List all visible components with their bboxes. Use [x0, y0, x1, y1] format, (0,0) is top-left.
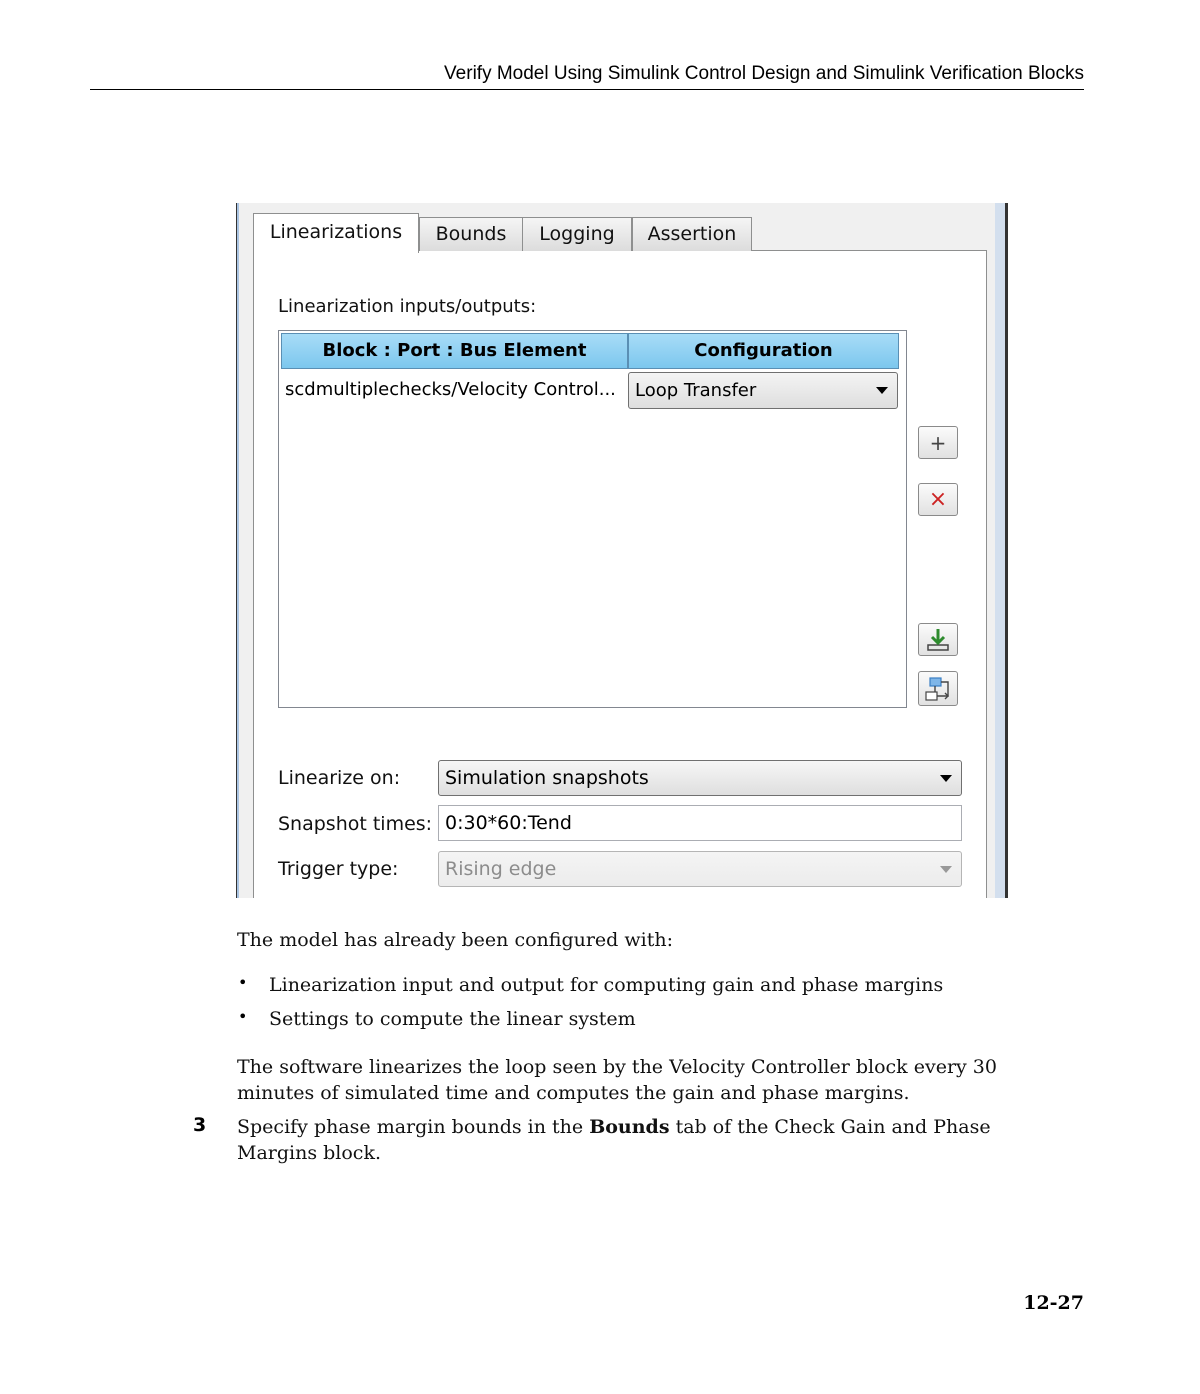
add-io-button[interactable] [918, 426, 958, 459]
block-parameters-screenshot [236, 203, 1008, 898]
intro-text: The model has already been configured with: [237, 929, 673, 951]
snapshot-times-label: Snapshot times: [278, 813, 433, 835]
tab-logging[interactable]: Logging [522, 217, 632, 251]
step-text-bold: Bounds [589, 1116, 670, 1138]
tab-linearizations[interactable]: Linearizations [253, 213, 419, 253]
configuration-dropdown[interactable] [628, 372, 898, 409]
chevron-down-icon [940, 866, 952, 873]
step-text-before: Specify phase margin bounds in the [237, 1116, 590, 1138]
body-paragraph: The software linearizes the loop seen by the Velocity Controller block every 30 minutes of simulated time and computes the gain and phase margins. [237, 1056, 997, 1104]
highlight-in-model-icon [924, 675, 952, 703]
column-header-block[interactable]: Block : Port : Bus Element [281, 333, 628, 369]
linearize-on-label: Linearize on: [278, 767, 401, 789]
window-left-edge [236, 203, 239, 898]
column-header-configuration[interactable]: Configuration [628, 333, 899, 369]
step-number: 3 [193, 1114, 207, 1136]
trigger-type-dropdown[interactable] [438, 851, 962, 887]
delete-io-button[interactable] [918, 483, 958, 516]
chevron-down-icon [940, 775, 952, 782]
window-right-edge [995, 203, 1008, 898]
bullet-item: Settings to compute the linear system [269, 1008, 636, 1030]
import-io-button[interactable] [918, 623, 958, 656]
tab-bounds[interactable]: Bounds [419, 217, 523, 251]
chevron-down-icon [876, 387, 888, 394]
snapshot-times-input[interactable]: 0:30*60:Tend [438, 805, 962, 841]
table-cell-block[interactable]: scdmultiplechecks/Velocity Control... [285, 379, 616, 400]
bullet-item: Linearization input and output for computing gain and phase margins [269, 974, 944, 996]
tab-assertion[interactable]: Assertion [632, 217, 752, 251]
delete-icon: × [928, 486, 948, 512]
page-number: 12-27 [1023, 1292, 1084, 1314]
highlight-io-button[interactable] [918, 671, 958, 706]
step-text [237, 1114, 1027, 1166]
trigger-type-label: Trigger type: [278, 858, 399, 880]
io-section-label: Linearization inputs/outputs: [278, 296, 537, 317]
bullet-marker: • [238, 1007, 248, 1026]
trigger-type-value: Rising edge [445, 858, 557, 880]
step-text-after: tab of the Check Gain and Phase Margins block. [237, 1116, 991, 1164]
plus-icon: + [929, 430, 947, 455]
configuration-value: Loop Transfer [635, 380, 757, 401]
running-header: Verify Model Using Simulink Control Design and Simulink Verification Blocks [90, 62, 1084, 90]
linearize-on-dropdown[interactable] [438, 760, 962, 796]
io-table [278, 330, 907, 708]
linearize-on-value: Simulation snapshots [445, 767, 649, 789]
import-arrow-icon [925, 627, 951, 653]
bullet-marker: • [238, 973, 248, 992]
